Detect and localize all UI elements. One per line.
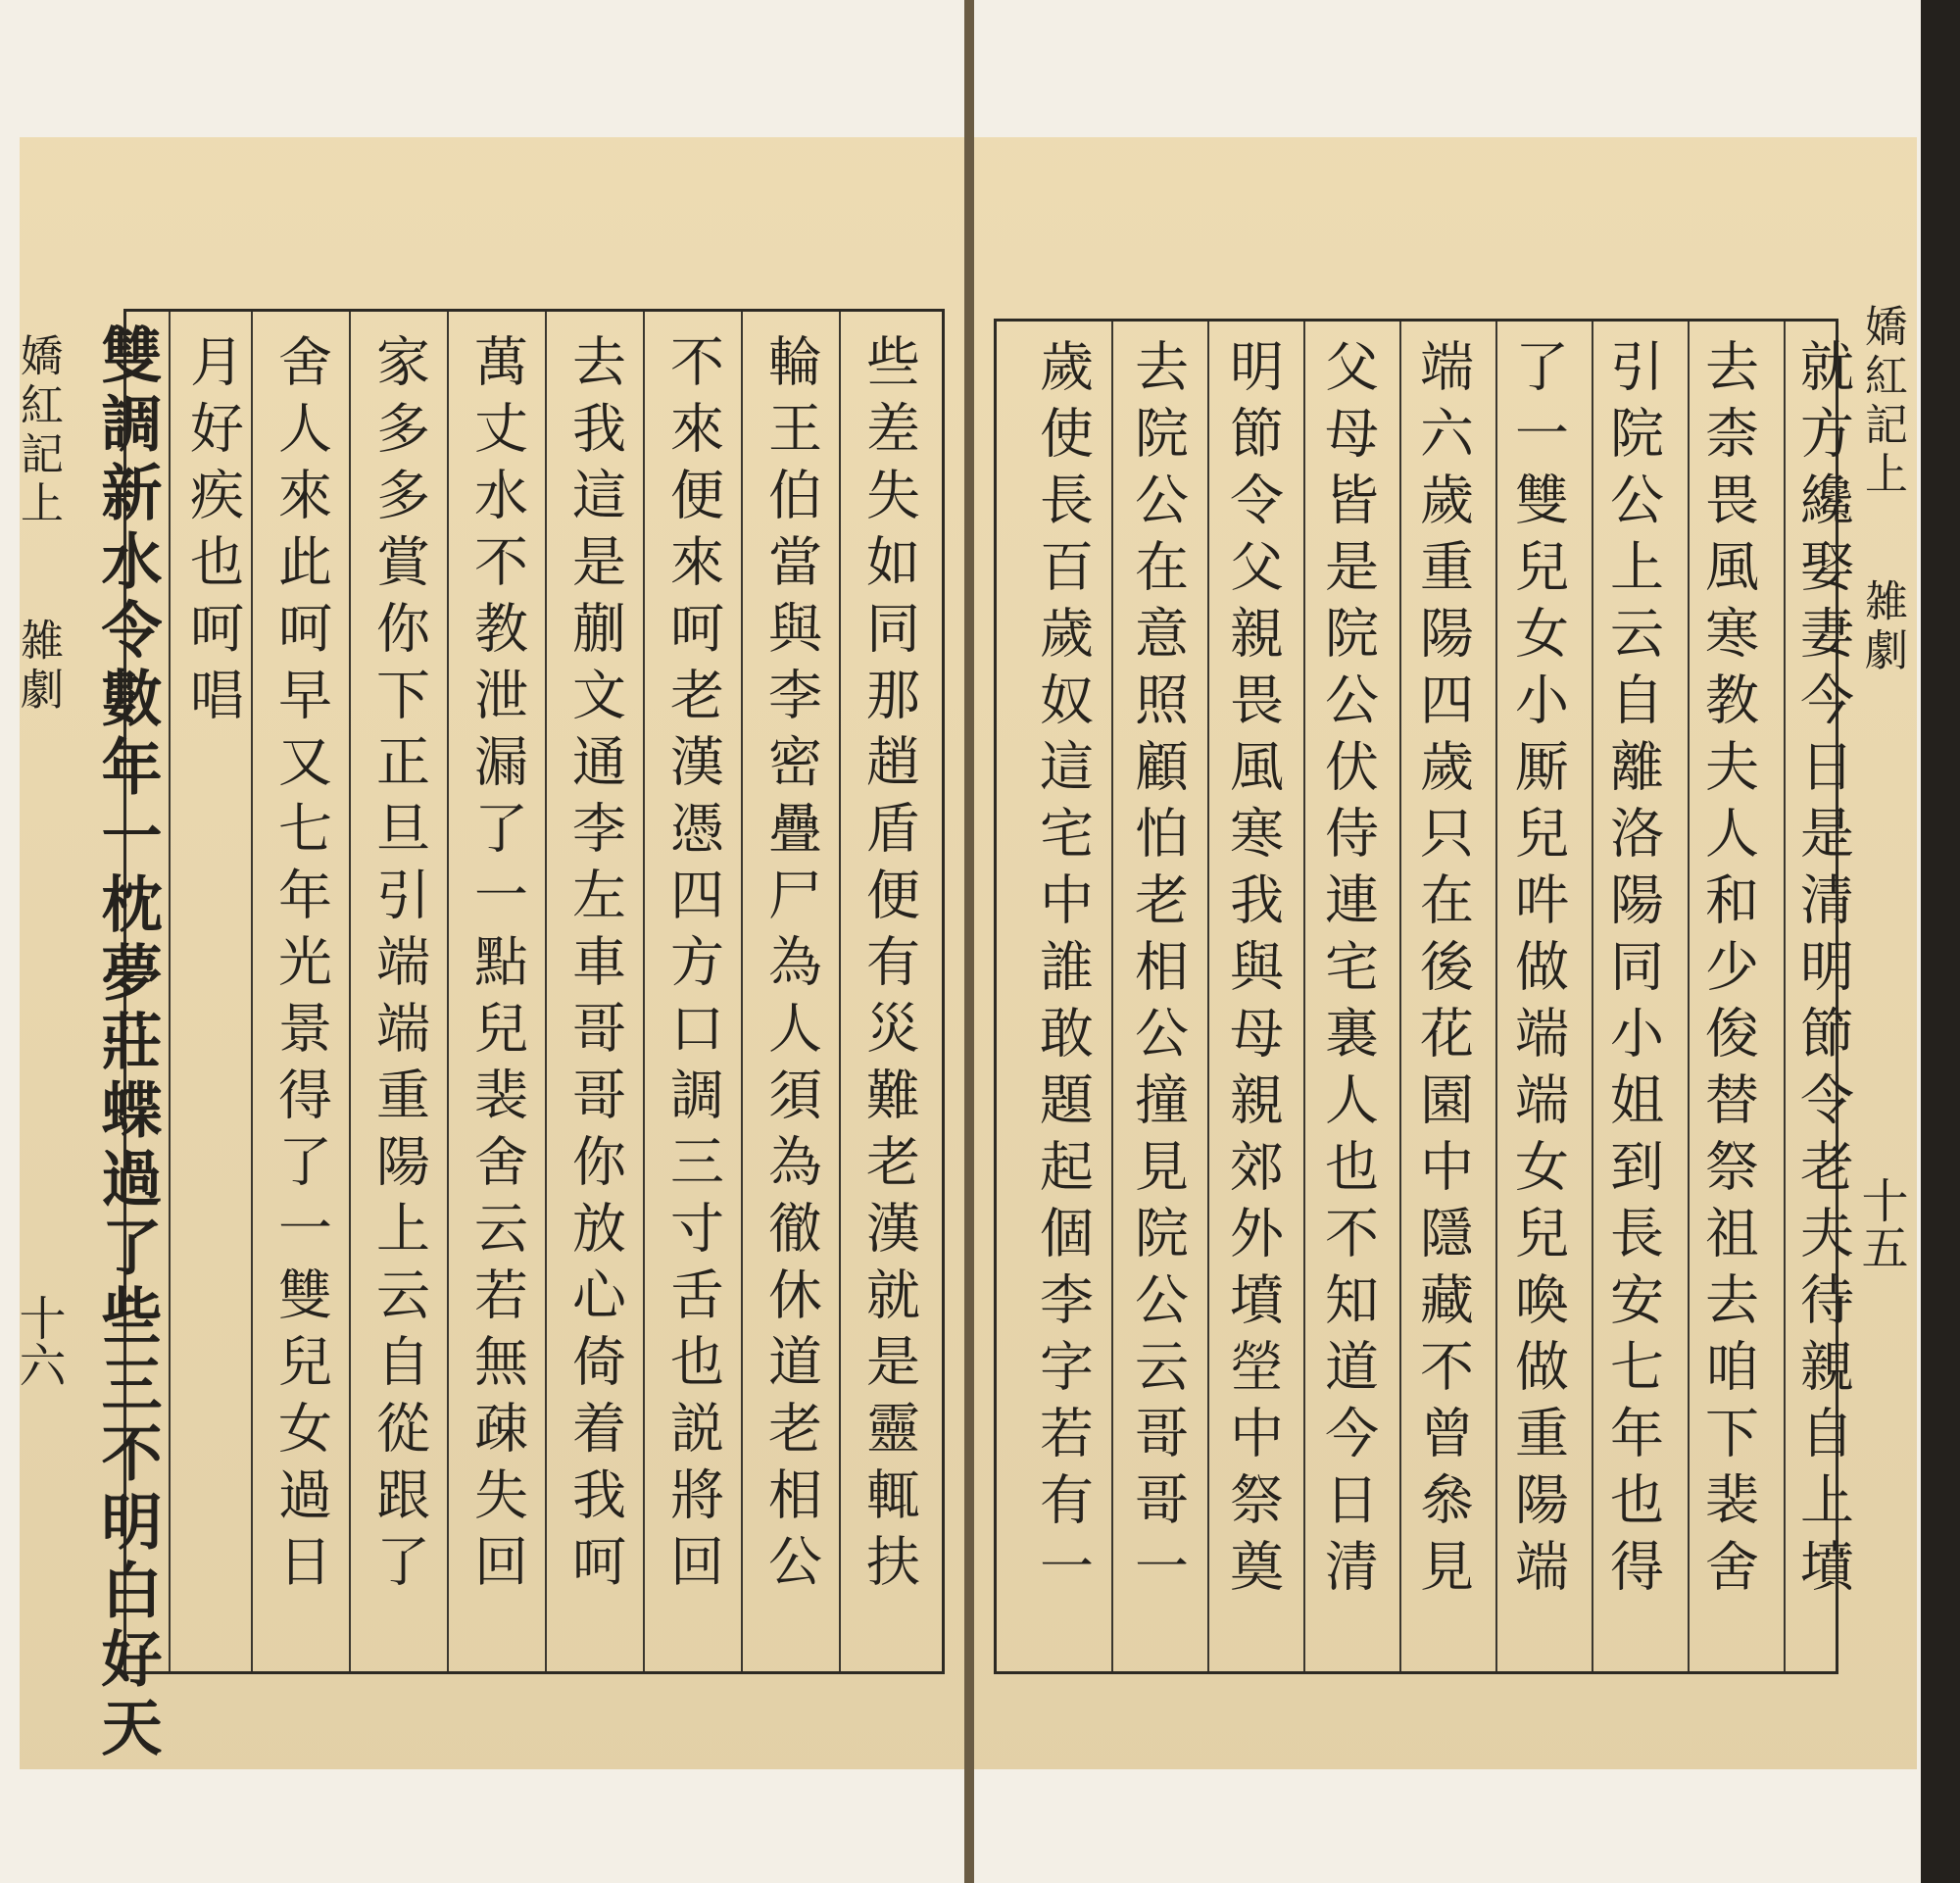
margin-title: 嬌紅記上 <box>1857 304 1907 500</box>
text-line: 些差失如同那趙盾便有災難老漢就是靈輒扶 <box>858 333 920 1600</box>
column-rule <box>741 312 743 1671</box>
text-line: 萬丈水不教泄漏了一點兒裴舍云若無疎失回 <box>466 333 528 1600</box>
text-line: 月好疾也呵唱 <box>181 333 244 733</box>
column-rule <box>643 312 645 1671</box>
text-line: 端六歲重陽四歲只在後花園中隱藏不曾叅見 <box>1411 338 1474 1605</box>
column-rule <box>349 312 351 1671</box>
folio-number: 十六 <box>11 1294 66 1388</box>
text-line: 去我這是蒯文通李左車哥哥你放心倚着我呵 <box>564 333 626 1600</box>
text-line: 去柰畏風寒教夫人和少俊替祭祖去咱下裴舍 <box>1696 338 1759 1605</box>
text-line: 家多多賞你下正旦引端端重陽上云自從跟了 <box>368 333 430 1600</box>
folio-number: 十五 <box>1853 1176 1908 1270</box>
text-line: 去院公在意照顧怕老相公撞見院公云哥哥一 <box>1126 338 1189 1605</box>
text-line: 歲使長百歲奴這宅中誰敢題起個李字若有一 <box>1031 338 1094 1605</box>
text-line: 了一雙兒女小厮兒吽做端端女兒喚做重陽端 <box>1506 338 1569 1605</box>
left-page <box>0 0 968 1883</box>
text-line: 舍人來此呵早又七年光景得了一雙兒女過日 <box>270 333 332 1600</box>
right-page-paper <box>974 137 1917 1769</box>
right-edge-shadow <box>1921 0 1960 1883</box>
text-line: 就方纔娶妻今日是清明節令老夫待親自上墳 <box>1791 338 1854 1605</box>
column-rule <box>1399 322 1401 1671</box>
margin-label: 雑劇 <box>13 618 63 716</box>
text-line: 明節令父親畏風寒我與母親郊外墳塋中祭奠 <box>1221 338 1284 1605</box>
text-line: 不來便來呵老漢憑四方口調三寸舌也説將回 <box>662 333 724 1600</box>
right-page <box>974 0 1921 1883</box>
column-rule <box>1111 322 1113 1671</box>
column-rule <box>1303 322 1305 1671</box>
column-rule <box>1207 322 1209 1671</box>
text-line: 父母皆是院公伏侍連宅裏人也不知道今日清 <box>1316 338 1379 1605</box>
column-rule <box>839 312 841 1671</box>
text-line: 引院公上云自離洛陽同小姐到長安七年也得 <box>1601 338 1664 1605</box>
margin-title: 嬌紅記上 <box>13 333 63 529</box>
margin-label: 雑劇 <box>1857 578 1907 676</box>
verse-title-line: 雙調新水令數年一枕夢莊蝶過了些三不明白好天 <box>91 323 163 1764</box>
column-rule <box>545 312 547 1671</box>
text-line: 輪王伯當與李密疊尸為人須為徹休道老相公 <box>760 333 822 1600</box>
column-rule <box>447 312 449 1671</box>
left-page-paper <box>11 137 968 1769</box>
column-rule <box>1495 322 1497 1671</box>
column-rule <box>1592 322 1593 1671</box>
